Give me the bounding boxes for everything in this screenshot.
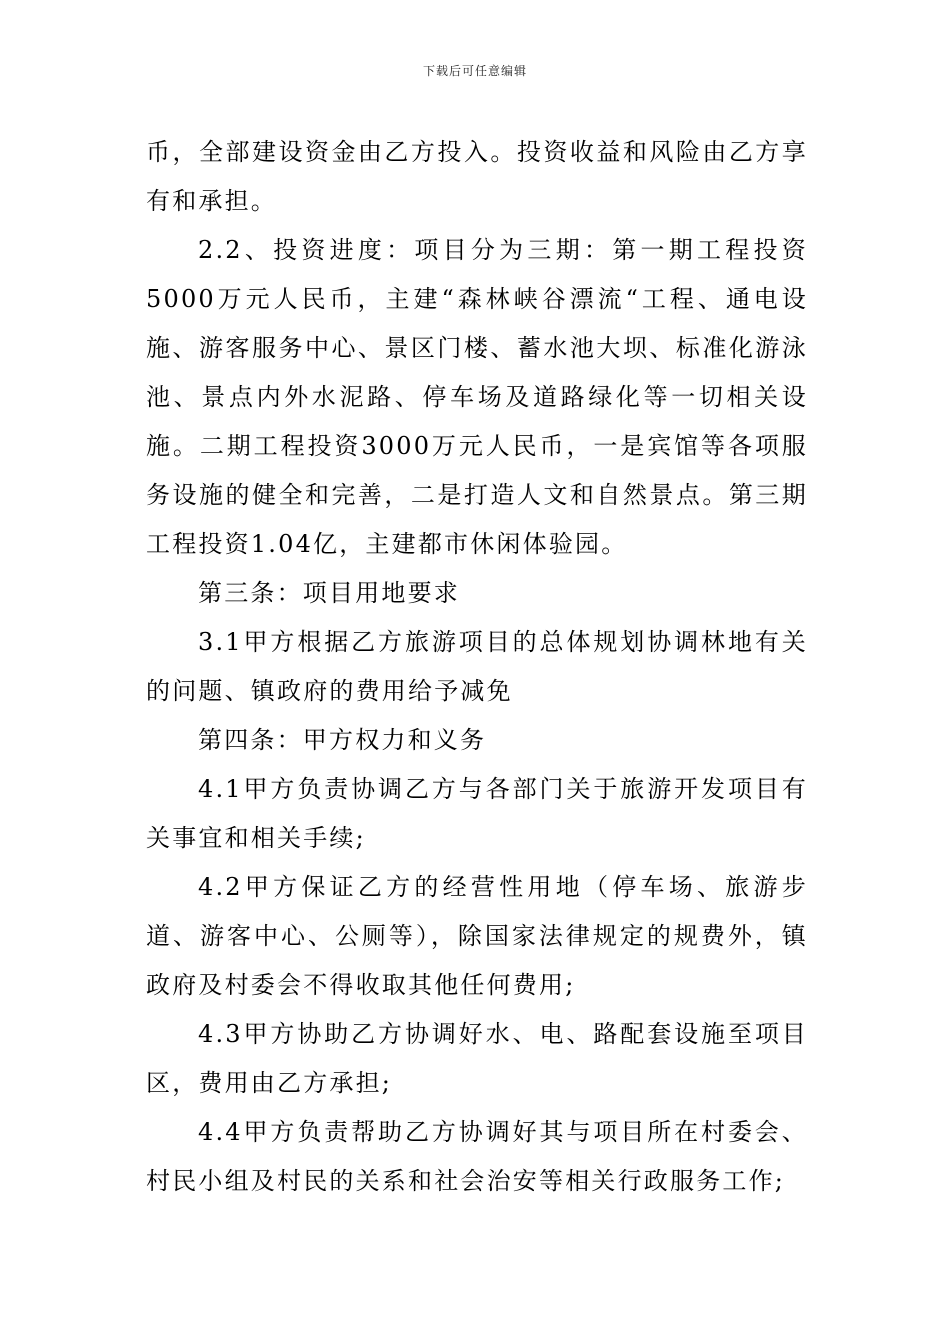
paragraph-4-4: 4.4甲方负责帮助乙方协调好其与项目所在村委会、村民小组及村民的关系和社会治安等相关行政服务工作;	[146, 1118, 808, 1195]
paragraph-4-3: 4.3甲方协助乙方协调好水、电、路配套设施至项目区，费用由乙方承担;	[146, 1020, 808, 1097]
paragraph-4-1: 4.1甲方负责协调乙方与各部门关于旅游开发项目有关事宜和相关手续;	[146, 775, 808, 852]
section-heading-article-3: 第三条：项目用地要求	[198, 579, 460, 607]
paragraph-4-2: 4.2甲方保证乙方的经营性用地（停车场、旅游步道、游客中心、公厕等），除国家法律规定的规费外，镇政府及村委会不得收取其他任何费用;	[146, 873, 808, 999]
paragraph-3-1: 3.1甲方根据乙方旅游项目的总体规划协调林地有关的问题、镇政府的费用给予减免	[146, 628, 808, 705]
paragraph-2-2-investment-schedule: 2.2、投资进度：项目分为三期：第一期工程投资5000万元人民币，主建“森林峡谷漂流“工程、通电设施、游客服务中心、景区门楼、蓄水池大坝、标准化游泳池、景点内外水泥路、停车场及道路绿化等一切相关设施。二期工程投资3000万元人民币，一是宾馆等各项服务设施的健全和完善，二是打造人文和自然景点。第三期工程投资1.04亿，主建都市休闲体验园。	[146, 236, 808, 558]
section-heading-article-4: 第四条：甲方权力和义务	[198, 726, 487, 754]
paragraph-continuation: 币，全部建设资金由乙方投入。投资收益和风险由乙方享有和承担。	[146, 138, 808, 215]
document-body	[146, 128, 808, 1206]
page-header: 下载后可任意编辑	[422, 64, 527, 78]
